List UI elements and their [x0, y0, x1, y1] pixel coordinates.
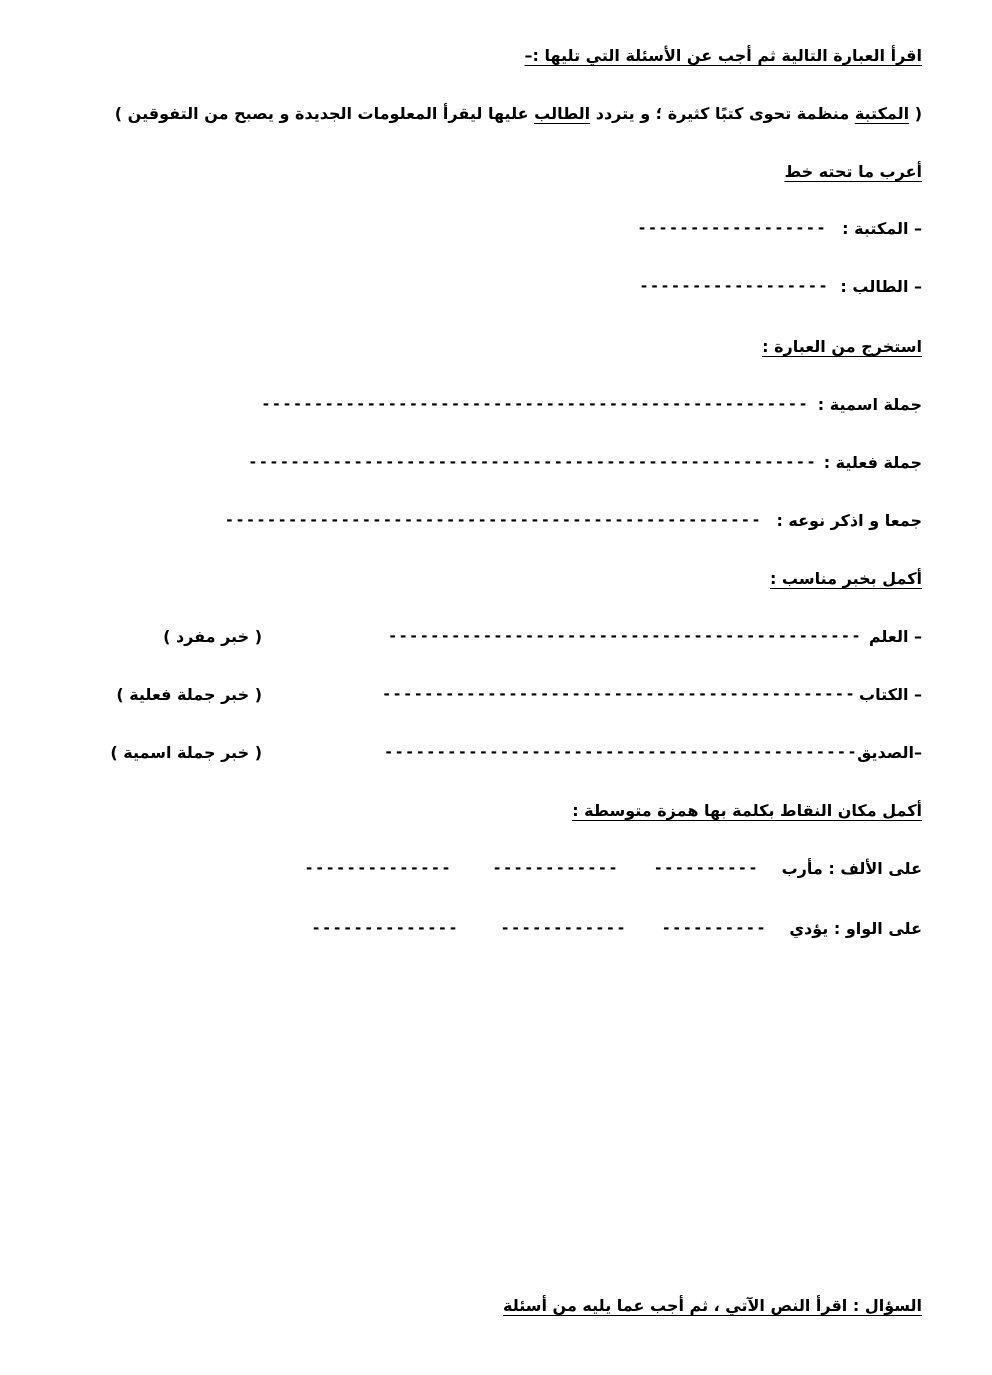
hamza-heading: أكمل مكان النقاط بكلمة بها همزة متوسطة : [572, 801, 922, 820]
hamza-waw-blank-2[interactable]: ------------ [500, 919, 627, 937]
extract-plural-label: جمعا و اذكر نوعه : [776, 511, 922, 530]
extract-plural-blank[interactable]: --------------------------------------------------- [224, 511, 762, 529]
hamza-waw-blank-3[interactable]: -------------- [311, 919, 459, 937]
predicate-item-science-blank[interactable]: --------------------------------------------- [388, 627, 862, 645]
hamza-alif-label: على الألف : مأرب [781, 859, 922, 878]
hamza-waw-blank-1[interactable]: ---------- [661, 919, 767, 937]
extract-heading: استخرج من العبارة : [762, 337, 922, 356]
predicate-item-science-label: – العلم [868, 627, 922, 646]
passage-text [115, 103, 922, 125]
predicate-item-book-label: – الكتاب [859, 685, 922, 704]
passage-close-paren: ) [114, 104, 123, 123]
extract-verbal-blank[interactable]: ------------------------------------------------------ [248, 453, 817, 471]
extract-nominal-blank[interactable]: ---------------------------------------------------- [261, 395, 809, 413]
predicate-item-friend-hint: ( خبر جملة اسمية ) [110, 743, 262, 762]
predicate-item-book-blank[interactable]: --------------------------------------------- [382, 685, 856, 703]
passage-underlined-word-library: المكتبة [854, 104, 910, 123]
parse-heading: أعرب ما تحته خط [784, 162, 922, 181]
predicate-item-science-hint: ( خبر مفرد ) [163, 627, 262, 646]
hamza-waw-label: على الواو : يؤدي [789, 919, 922, 938]
parse-item-student-label: – الطالب : [840, 277, 922, 296]
predicate-item-book-hint: ( خبر جملة فعلية ) [116, 685, 262, 704]
hamza-alif-blank-2[interactable]: ------------ [492, 859, 619, 877]
hamza-alif-blank-3[interactable]: -------------- [304, 859, 452, 877]
passage-open-paren: ( [914, 104, 922, 123]
parse-item-library-blank[interactable]: ------------------ [637, 219, 827, 237]
intro-instruction: اقرأ العبارة التالية ثم أجب عن الأسئلة التي تليها :– [524, 46, 922, 65]
predicate-item-friend-blank[interactable]: --------------------------------------------- [384, 743, 858, 761]
passage-underlined-word-student: الطالب [534, 104, 591, 123]
predicate-item-friend-label: –الصديق [857, 743, 922, 762]
passage-part-4: عليها ليقرأ المعلومات الجديدة و يصبح من التفوقين [127, 104, 535, 123]
extract-verbal-label: جملة فعلية : [823, 453, 922, 472]
extract-nominal-label: جملة اسمية : [817, 395, 922, 414]
parse-item-library-label: – المكتبة : [842, 219, 922, 238]
hamza-alif-blank-1[interactable]: ---------- [653, 859, 759, 877]
footer-question: السؤال : اقرأ النص الآتي ، ثم أجب عما يليه من أسئلة [503, 1296, 922, 1315]
passage-part-2: منظمة تحوى كتبًا كثيرة ؛ و يتردد [590, 104, 855, 123]
parse-item-student-blank[interactable]: ------------------ [639, 277, 829, 295]
predicate-heading: أكمل بخبر مناسب : [769, 569, 922, 588]
